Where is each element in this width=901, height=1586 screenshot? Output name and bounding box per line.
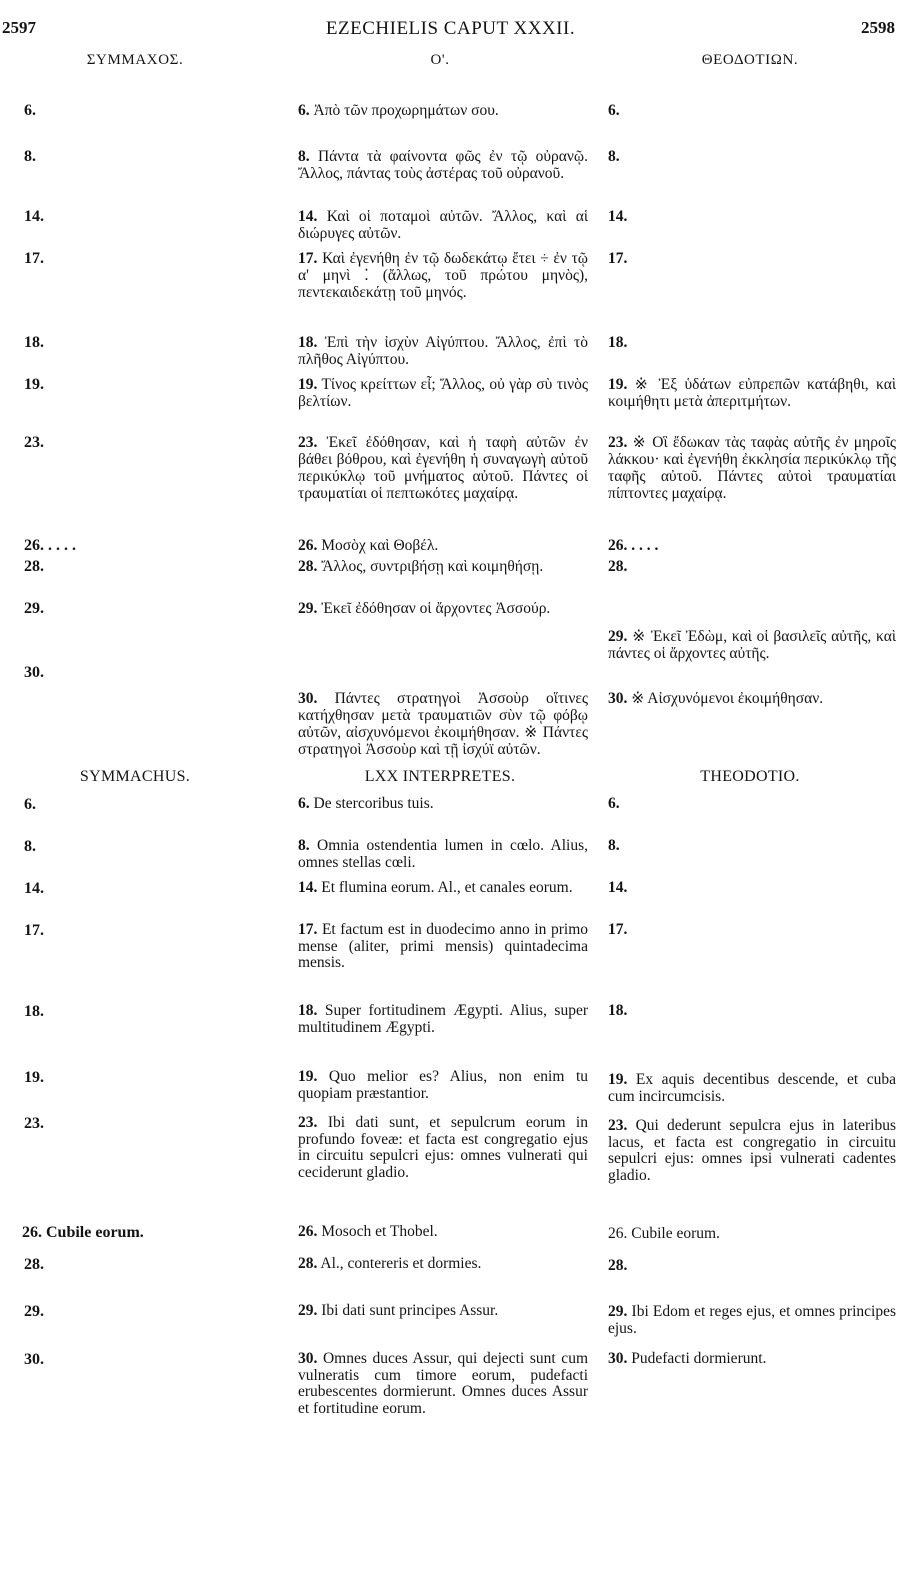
greek-left-verse: 28. [24, 558, 44, 575]
greek-lxx-verse: 17. Καὶ ἐγενήθη ἐν τῷ δωδεκάτῳ ἔτει ÷ ἐν τῷ α' μηνὶ ⁚ (ἄλλως, τοῦ πρώτου μηνὸς), πεντεκαιδεκάτῃ τοῦ μηνός. [298, 250, 588, 301]
greek-lxx-verse: 8. Πάντα τὰ φαίνοντα φῶς ἐν τῷ οὐρανῷ. Ἄλλος, πάντας τοὺς ἀστέρας τοῦ οὐρανοῦ. [298, 148, 588, 182]
latin-theodotion-verse: 19. Ex aquis decentibus descende, et cuba cum incircumcisis. [608, 1071, 896, 1105]
latin-right-verse: 17. [608, 921, 628, 938]
latin-lxx-verse: 30. Omnes duces Assur, qui dejecti sunt cum vulneratis cum timore eorum, pudefacti erubescentes dormierunt. Omnes duces Assur et fortitudine eorum. [298, 1350, 588, 1417]
latin-lxx-verse: 18. Super fortitudinem Ægypti. Alius, super multitudinem Ægypti. [298, 1002, 588, 1036]
latin-right-verse: 6. [608, 795, 620, 812]
latin-lxx-verse: 29. Ibi dati sunt principes Assur. [298, 1302, 499, 1319]
latin-right-verse: 14. [608, 879, 628, 896]
column-head-theodotion-greek: ΘΕΟΔΟΤΙΩΝ. [701, 52, 799, 68]
latin-right-verse: 28. [608, 1257, 628, 1274]
greek-left-verse: 8. [24, 148, 36, 165]
page-header [0, 0, 901, 39]
greek-left-verse: 29. [24, 600, 44, 617]
latin-left-verse: 23. [24, 1115, 44, 1132]
latin-left-verse: 14. [24, 880, 44, 897]
greek-lxx-verse: 30. Πάντες στρατηγοὶ Ἀσσοὺρ οἵτινες κατήχθησαν μετὰ τραυματιῶν σὺν τῷ φόβῳ αὐτῶν, αἰσχυνόμενοι ἐκοιμήθησαν. ※ Πάντες στρατηγοὶ Ἀσσοὺρ καὶ τῇ ἰσχύϊ αὐτῶν. [298, 690, 589, 758]
page-title: EZECHIELIS CAPUT XXXII. [325, 18, 576, 39]
page-number-left: 2597 [2, 18, 36, 37]
latin-theodotion-verse: 30. Pudefacti dormierunt. [608, 1350, 767, 1367]
greek-theodotion-verse: 19. ※ Ἐξ ὑδάτων εὐπρεπῶν κατάβηθι, καὶ κοιμήθητι μετὰ ἀπεριτμήτων. [608, 376, 897, 410]
latin-lxx-verse: 14. Et flumina eorum. Al., et canales eorum. [298, 879, 573, 896]
latin-lxx-verse: 26. Mosoch et Thobel. [298, 1223, 438, 1240]
greek-right-verse: 28. [608, 558, 628, 575]
latin-left-verse: 30. [24, 1351, 44, 1368]
greek-left-verse: 14. [24, 208, 44, 225]
column-head-symmachus-latin: SYMMACHUS. [79, 768, 191, 785]
greek-left-verse: 19. [24, 376, 44, 393]
latin-left-verse: 19. [24, 1069, 44, 1086]
latin-lxx-verse: 17. Et factum est in duodecimo anno in primo mense (aliter, primi mensis) quintadecima mensis. [298, 921, 588, 971]
latin-left-verse: 8. [24, 838, 36, 855]
greek-lxx-verse: 28. Ἄλλος, συντριβήσῃ καὶ κοιμηθήσῃ. [298, 558, 544, 575]
column-head-lxx-greek: Ο'. [430, 52, 450, 68]
latin-left-verse: 6. [24, 796, 36, 813]
greek-right-verse: 6. [608, 102, 620, 119]
greek-lxx-verse: 6. Ἀπὸ τῶν προχωρημάτων σου. [298, 102, 499, 119]
greek-theodotion-verse: 30. ※ Αἰσχυνόμενοι ἐκοιμήθησαν. [608, 690, 824, 707]
latin-lxx-verse: 28. Al., contereris et dormies. [298, 1255, 482, 1272]
greek-left-verse: 30. [24, 664, 44, 681]
greek-lxx-verse: 14. Καὶ οἱ ποταμοὶ αὐτῶν. Ἄλλος, καὶ αἱ διώρυγες αὐτῶν. [298, 208, 589, 242]
greek-right-verse: 26. . . . . [608, 537, 659, 554]
latin-left-verse: 18. [24, 1003, 44, 1020]
latin-right-verse: 26. Cubile eorum. [608, 1225, 720, 1242]
latin-left-verse: 17. [24, 922, 44, 939]
latin-lxx-verse: 19. Quo melior es? Alius, non enim tu quopiam præstantior. [298, 1068, 589, 1102]
greek-lxx-verse: 29. Ἐκεῖ ἐδόθησαν οἱ ἄρχοντες Ἀσσούρ. [298, 600, 551, 617]
latin-right-verse: 8. [608, 837, 620, 854]
greek-right-verse: 17. [608, 250, 628, 267]
greek-left-verse: 17. [24, 250, 44, 267]
latin-left-verse: 28. [24, 1256, 44, 1273]
column-head-symmachus-greek: ΣΥΜΜΑΧΟΣ. [86, 52, 184, 68]
greek-lxx-verse: 19. Τίνος κρείττων εἶ; Ἄλλος, οὐ γὰρ σὺ τινὸς βελτίων. [298, 376, 588, 410]
greek-left-verse: 6. [24, 102, 36, 119]
greek-lxx-verse: 26. Μοσὸχ καὶ Θοβέλ. [298, 537, 439, 554]
latin-right-verse: 18. [608, 1002, 628, 1019]
page-number-right: 2598 [861, 18, 895, 37]
greek-theodotion-verse: 23. ※ Οἳ ἔδωκαν τὰς ταφὰς αὐτῆς ἐν μηροῖς λάκκου· καὶ ἐγενήθη ἐκκλησία περικύκλῳ τῆς ταφῆς αὐτοῦ. Πάντες αὐτοὶ τραυματίαι πίπτοντες μαχαίρᾳ. [608, 434, 896, 502]
greek-right-verse: 14. [608, 208, 628, 225]
greek-right-verse: 8. [608, 148, 620, 165]
latin-left-verse: 29. [24, 1303, 44, 1320]
latin-lxx-verse: 6. De stercoribus tuis. [298, 795, 434, 812]
latin-lxx-verse: 8. Omnia ostendentia lumen in cœlo. Alius, omnes stellas cœli. [298, 837, 588, 871]
greek-left-verse: 26. . . . . [24, 537, 76, 554]
greek-right-verse: 18. [608, 334, 628, 351]
latin-left-verse: 26. Cubile eorum. [22, 1224, 144, 1241]
column-head-lxx-latin: LXX INTERPRETES. [364, 768, 516, 785]
greek-left-verse: 18. [24, 334, 44, 351]
greek-left-verse: 23. [24, 434, 44, 451]
greek-theodotion-verse: 29. ※ Ἐκεῖ Ἐδὼμ, καὶ οἱ βασιλεῖς αὐτῆς, καὶ πάντες οἱ ἄρχοντες αὐτῆς. [608, 628, 897, 662]
column-head-theodotion-latin: THEODOTIO. [700, 768, 800, 785]
greek-lxx-verse: 18. Ἐπὶ τὴν ἰσχὺν Αἰγύπτου. Ἄλλος, ἐπὶ τὸ πλῆθος Αἰγύπτου. [298, 334, 589, 368]
latin-theodotion-verse: 29. Ibi Edom et reges ejus, et omnes principes ejus. [608, 1303, 897, 1337]
latin-lxx-verse: 23. Ibi dati sunt, et sepulcrum eorum in profundo foveæ: et facta est congregatio ejus in circuitu sepulcri ejus: omnes vulnerati qui ceciderunt gladio. [298, 1114, 588, 1181]
latin-theodotion-verse: 23. Qui dederunt sepulcra ejus in lateribus lacus, et facta est congregatio in circuitu sepulcri ejus: omnes ipsi vulnerati cadentes gladio. [608, 1117, 896, 1184]
greek-lxx-verse: 23. Ἐκεῖ ἐδόθησαν, καὶ ἡ ταφὴ αὐτῶν ἐν βάθει βόθρου, καὶ ἐγενήθη ἡ συναγωγὴ αὐτοῦ περικύκλῳ τοῦ μνήματος αὐτοῦ. Πάντες οἱ τραυματίαι οἱ πεπτωκότες μαχαίρᾳ. [298, 434, 588, 502]
